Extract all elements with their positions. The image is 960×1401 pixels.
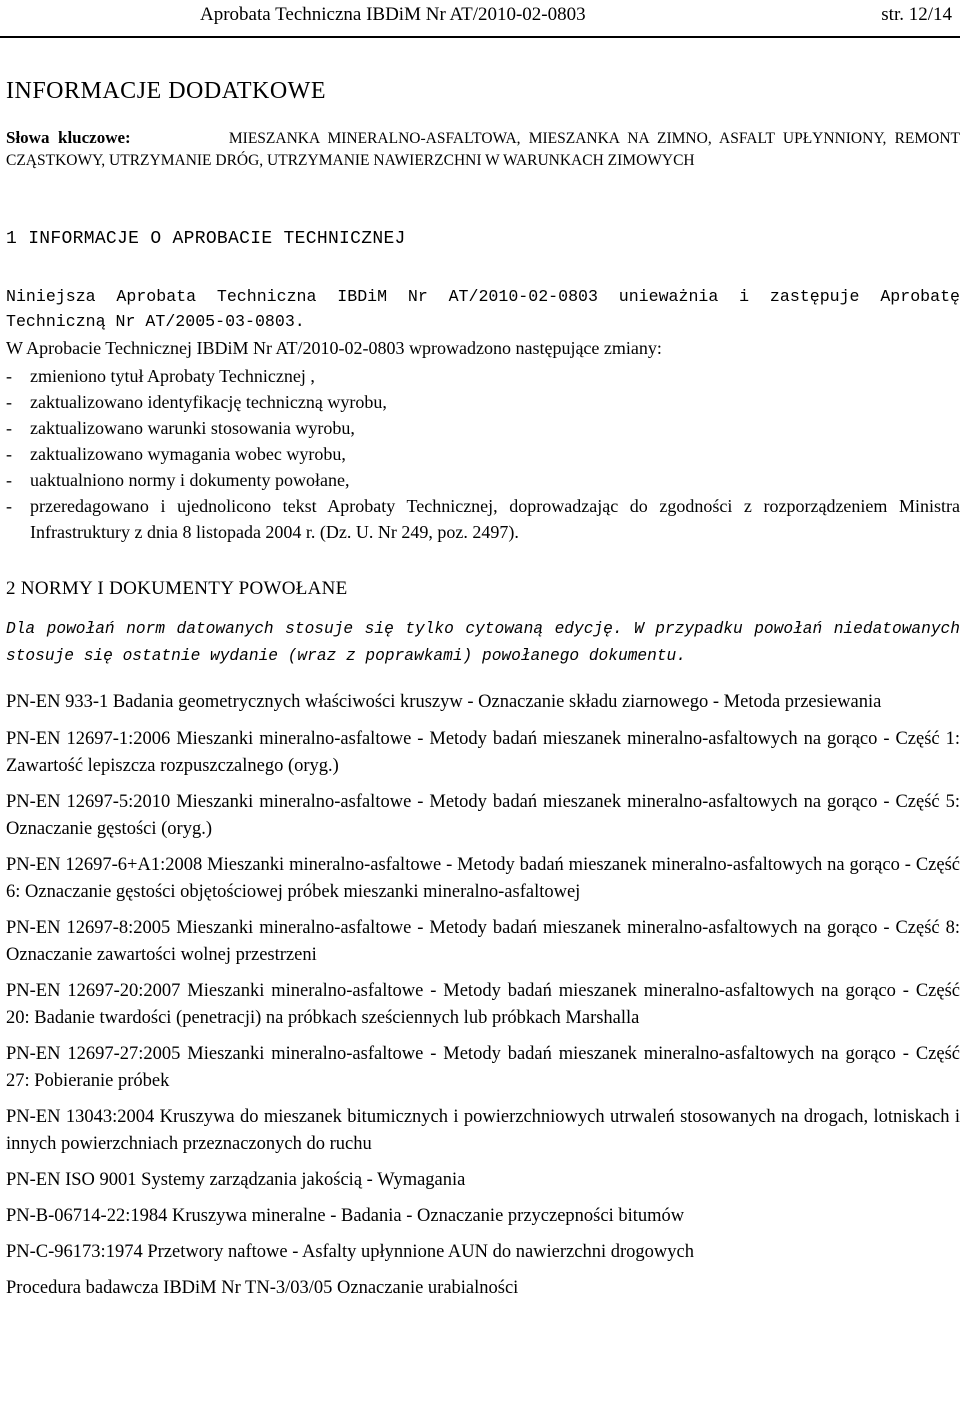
changes-intro: W Aprobacie Technicznej IBDiM Nr AT/2010-02-0803 wprowadzono następujące zmiany: xyxy=(6,338,662,358)
norms-list xyxy=(6,689,960,1302)
header-rule xyxy=(0,36,960,38)
list-item xyxy=(6,493,960,545)
list-item xyxy=(6,415,960,441)
change-text: zaktualizowano identyfikację techniczną wyrobu, xyxy=(30,392,387,412)
norm-item: PN-EN 13043:2004 Kruszywa do mieszanek bitumicznych i powierzchniowych utrwaleń stosowanych na drogach, lotniskach i innych powierzchniach przeznaczonych do ruchu xyxy=(6,1107,960,1154)
list-dash: - xyxy=(6,470,12,490)
list-item xyxy=(6,363,960,389)
change-text: zmieniono tytuł Aprobaty Technicznej , xyxy=(30,366,315,386)
norm-item: PN-EN 12697-27:2005 Mieszanki mineralno-asfaltowe - Metody badań mieszanek mineralno-asfaltowych na gorąco - Część 27: Pobieranie próbek xyxy=(6,1044,960,1091)
list-dash: - xyxy=(6,496,12,516)
keywords-spacer xyxy=(139,130,221,147)
main-heading: INFORMACJE DODATKOWE xyxy=(6,78,326,104)
changes-list xyxy=(6,363,960,545)
keywords-text: MIESZANKA MINERALNO-ASFALTOWA, MIESZANKA NA ZIMNO, ASFALT UPŁYNNIONY, REMONT CZĄSTKOWY, UTRZYMANIE DRÓG, UTRZYMANIE NAWIERZCHNI W WARUNKACH ZIMOWYCH xyxy=(6,130,960,169)
section-2-title: 2 NORMY I DOKUMENTY POWOŁANE xyxy=(6,578,348,599)
norm-item: PN-EN 12697-5:2010 Mieszanki mineralno-asfaltowe - Metody badań mieszanek mineralno-asfaltowych na gorąco - Część 5: Oznaczanie gęstości (oryg.) xyxy=(6,792,960,839)
norm-item: PN-EN ISO 9001 Systemy zarządzania jakością - Wymagania xyxy=(6,1170,466,1190)
list-dash: - xyxy=(6,418,12,438)
norm-item: PN-EN 933-1 Badania geometrycznych właściwości kruszyw - Oznaczanie składu ziarnowego - Metoda przesiewania xyxy=(6,692,882,712)
header-title: Aprobata Techniczna IBDiM Nr AT/2010-02-0803 xyxy=(200,4,586,25)
norm-item: PN-EN 12697-8:2005 Mieszanki mineralno-asfaltowe - Metody badań mieszanek mineralno-asfaltowych na gorąco - Część 8: Oznaczanie zawartości wolnej przestrzeni xyxy=(6,918,960,965)
keywords-block xyxy=(6,127,960,172)
list-item xyxy=(6,389,960,415)
list-item xyxy=(6,441,960,467)
norm-item: PN-EN 12697-6+A1:2008 Mieszanki mineralno-asfaltowe - Metody badań mieszanek mineralno-asfaltowych na gorąco - Część 6: Oznaczanie gęstości objętościowej próbek mieszanki mineralno-asfaltowej xyxy=(6,855,960,902)
list-dash: - xyxy=(6,392,12,412)
section-1-title: 1 INFORMACJE O APROBACIE TECHNICZNEJ xyxy=(6,229,406,249)
norm-item: PN-EN 12697-20:2007 Mieszanki mineralno-asfaltowe - Metody badań mieszanek mineralno-asfaltowych na gorąco - Część 20: Badanie twardości (penetracji) na próbkach sześciennych lub próbkach Marshalla xyxy=(6,981,960,1028)
keywords-label: Słowa kluczowe: xyxy=(6,128,131,147)
norm-item: PN-EN 12697-1:2006 Mieszanki mineralno-asfaltowe - Metody badań mieszanek mineralno-asfaltowych na gorąco - Część 1: Zawartość lepiszcza rozpuszczalnego (oryg.) xyxy=(6,729,960,776)
list-dash: - xyxy=(6,366,12,386)
norms-note: Dla powołań norm datowanych stosuje się tylko cytowaną edycję. W przypadku powołań niedatowanych stosuje się ostatnie wydanie (wraz z poprawkami) powołanego dokumentu. xyxy=(6,620,960,665)
list-item xyxy=(6,467,960,493)
change-text: zaktualizowano wymagania wobec wyrobu, xyxy=(30,444,346,464)
page-number: str. 12/14 xyxy=(881,4,952,25)
change-text: uaktualniono normy i dokumenty powołane, xyxy=(30,470,350,490)
change-text: przeredagowano i ujednolicono tekst Aprobaty Technicznej, doprowadzając do zgodności z rozporządzeniem Ministra Infrastruktury z dnia 8 listopada 2004 r. (Dz. U. Nr 249, poz. 2497). xyxy=(30,496,960,542)
change-text: zaktualizowano warunki stosowania wyrobu, xyxy=(30,418,355,438)
norm-item: PN-B-06714-22:1984 Kruszywa mineralne - Badania - Oznaczanie przyczepności bitumów xyxy=(6,1206,685,1226)
section-1-paragraph: Niniejsza Aprobata Techniczna IBDiM Nr AT/2010-02-0803 unieważnia i zastępuje Aprobatę Techniczną Nr AT/2005-03-0803. xyxy=(6,287,960,331)
norm-item: Procedura badawcza IBDiM Nr TN-3/03/05 Oznaczanie urabialności xyxy=(6,1278,519,1298)
norm-item: PN-C-96173:1974 Przetwory naftowe - Asfalty upłynnione AUN do nawierzchni drogowych xyxy=(6,1242,694,1262)
list-dash: - xyxy=(6,444,12,464)
